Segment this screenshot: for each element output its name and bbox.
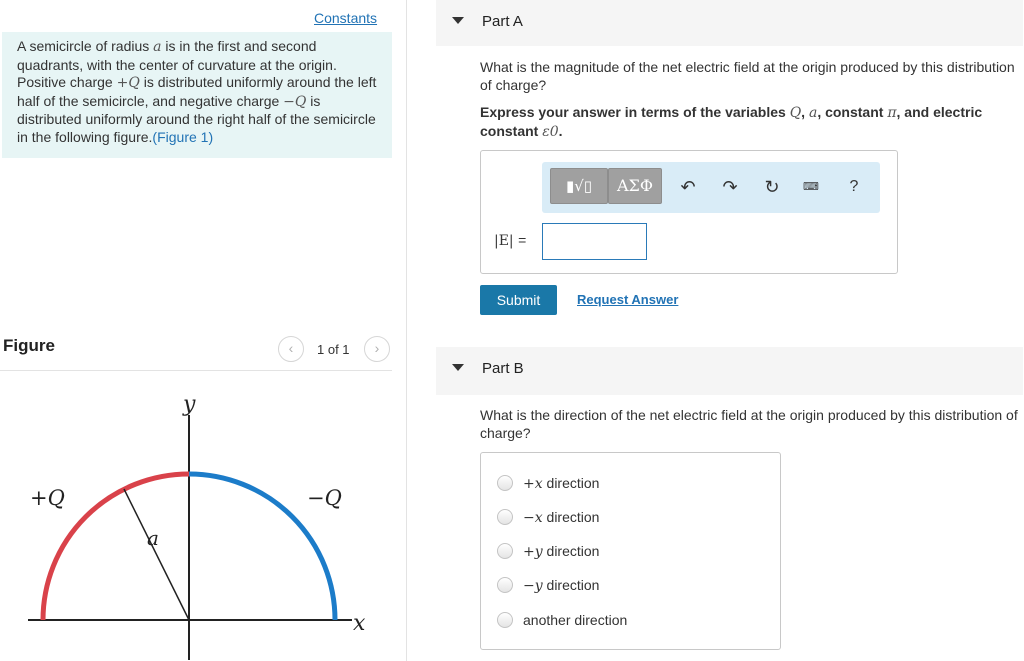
redo-icon[interactable]: ↷ xyxy=(722,177,738,197)
greek-symbols-button[interactable]: ΑΣΦ xyxy=(608,168,662,204)
part-a-header[interactable] xyxy=(436,0,1023,46)
part-b-question: What is the direction of the net electric field at the origin produced by this distribution of charge? xyxy=(480,407,1018,441)
radius-label: a xyxy=(147,526,159,550)
choice-label xyxy=(523,475,599,492)
choice-math: −x xyxy=(523,510,543,526)
instruction-text: , constant xyxy=(817,104,888,120)
radio-button[interactable] xyxy=(497,543,513,559)
reset-icon[interactable]: ↻ xyxy=(764,177,780,197)
radius-line xyxy=(124,489,189,620)
choice-text: direction xyxy=(542,577,600,593)
part-a-question: What is the magnitude of the net electric field at the origin produced by this distribution of charge? xyxy=(480,59,1015,93)
collapse-triangle-icon[interactable] xyxy=(452,17,464,24)
choice-math: +y xyxy=(523,544,543,560)
figure-counter: 1 of 1 xyxy=(317,342,350,357)
problem-text: is distributed uniformly around the left half of the semicircle, and negative charge xyxy=(17,74,377,109)
next-figure-button[interactable] xyxy=(364,336,390,362)
instruction-text: Express your answer in terms of the variables xyxy=(480,104,790,120)
choice-label xyxy=(523,577,599,594)
choice-math: −y xyxy=(523,578,543,594)
choice-text: another direction xyxy=(523,612,628,628)
choice-label xyxy=(523,543,599,560)
part-a-title: Part A xyxy=(482,13,523,30)
y-axis-label: y xyxy=(183,392,196,417)
instruction-text: , and electric constant xyxy=(480,104,983,139)
questions-panel xyxy=(407,0,1024,661)
part-b-title: Part B xyxy=(482,360,524,377)
var-a: a xyxy=(153,39,162,55)
submit-button[interactable]: Submit xyxy=(480,285,557,315)
choice-label xyxy=(523,612,627,629)
undo-icon[interactable]: ↶ xyxy=(680,177,696,197)
var-a: a xyxy=(808,105,818,121)
const-epsilon0: ε0 xyxy=(542,123,559,140)
positive-charge-arc xyxy=(43,474,189,620)
chevron-left-icon: ‹ xyxy=(288,340,294,356)
problem-text: A semicircle of radius xyxy=(17,38,154,54)
radio-button[interactable] xyxy=(497,577,513,593)
collapse-triangle-icon[interactable] xyxy=(452,364,464,371)
negative-charge-label: −Q xyxy=(307,486,342,510)
problem-statement xyxy=(2,32,392,158)
choice-math: +x xyxy=(523,476,543,492)
chevron-right-icon: › xyxy=(374,340,380,356)
request-answer-link[interactable]: Request Answer xyxy=(577,292,679,307)
keyboard-icon[interactable]: ⌨ xyxy=(803,181,819,193)
x-axis-label: x xyxy=(353,611,366,636)
choice-label xyxy=(523,509,599,526)
semicircle-figure xyxy=(0,385,392,661)
positive-charge-label: +Q xyxy=(30,486,65,510)
const-pi: π xyxy=(887,105,897,121)
radio-button[interactable] xyxy=(497,475,513,491)
part-b-header[interactable] xyxy=(436,347,1023,395)
instruction-text: . xyxy=(558,122,563,139)
instruction-text: , xyxy=(801,104,809,120)
templates-button[interactable]: ▮√▯ xyxy=(550,168,608,204)
previous-figure-button[interactable] xyxy=(278,336,304,362)
answer-input[interactable] xyxy=(542,223,647,260)
problem-panel xyxy=(0,0,407,661)
choice-text: direction xyxy=(542,475,600,491)
var-negative-q: −Q xyxy=(283,93,307,110)
problem-text: is distributed uniformly around the right half of the semicircle in the following figure. xyxy=(17,92,376,145)
choice-text: direction xyxy=(542,509,600,525)
var-q: Q xyxy=(789,105,802,121)
constants-link[interactable]: Constants xyxy=(314,10,378,26)
problem-text: is in the first and second quadrants, with the center of curvature at the origin. Positive charge xyxy=(17,38,337,91)
magnitude-e-label: |E| xyxy=(494,233,514,249)
help-icon[interactable]: ? xyxy=(849,178,859,195)
choice-text: direction xyxy=(542,543,600,559)
direction-choices xyxy=(480,452,781,650)
math-toolbar xyxy=(542,162,880,213)
radio-button[interactable] xyxy=(497,509,513,525)
equation-label xyxy=(494,232,526,249)
figure-link[interactable]: (Figure 1) xyxy=(152,128,214,145)
part-a-instruction xyxy=(480,104,1020,141)
figure-title: Figure xyxy=(3,336,55,355)
figure-header xyxy=(0,334,392,371)
answer-editor xyxy=(480,150,898,274)
var-positive-q: +Q xyxy=(116,75,140,92)
equals-sign: = xyxy=(518,232,527,248)
radio-button[interactable] xyxy=(497,612,513,628)
